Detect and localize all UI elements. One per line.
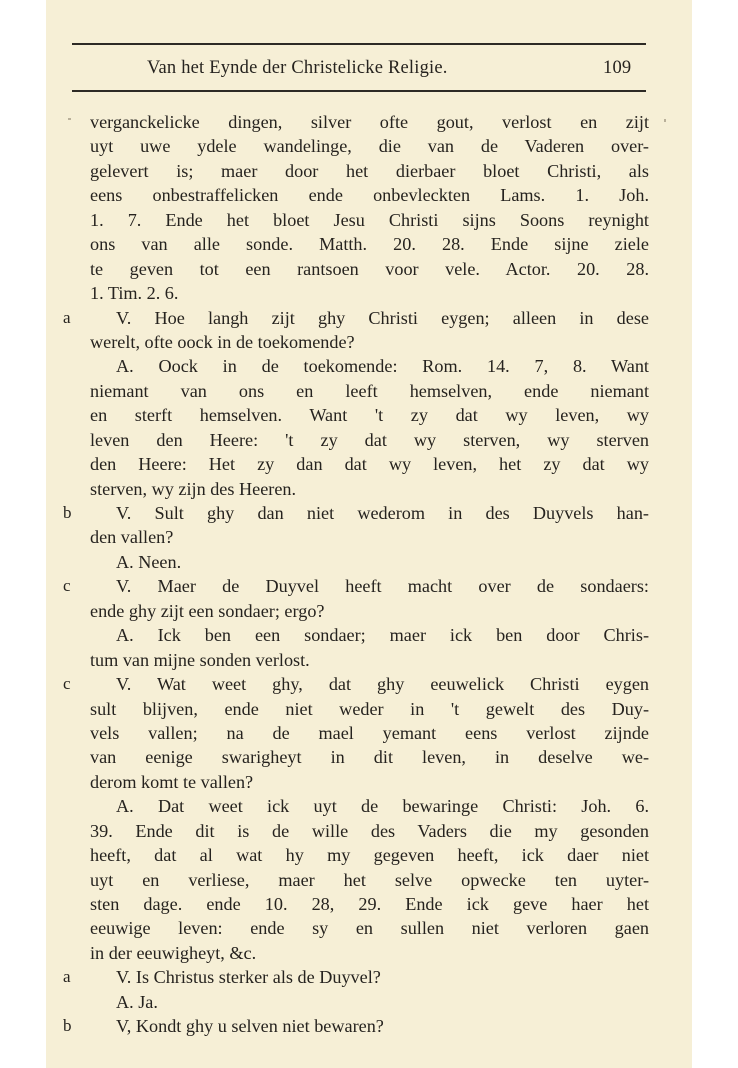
line-text: sterven, wy zijn des Heeren. [90, 478, 297, 499]
line-text: 1. 7. Ende het bloet Jesu Christi sijns Soons reynight [90, 209, 649, 230]
running-header [46, 58, 692, 84]
line-text: heeft, dat al wat hy my gegeven heeft, ick daer niet [90, 845, 649, 866]
text-line [46, 965, 692, 989]
text-line [46, 501, 692, 525]
line-text: A. Neen. [116, 551, 182, 572]
line-text: ons van alle sonde. Matth. 20. 28. Ende sijne ziele [90, 234, 649, 255]
line-text: werelt, ofte oock in de toekomende? [90, 331, 355, 352]
text-line [46, 916, 692, 940]
book-page [46, 0, 692, 1068]
text-line [46, 306, 692, 330]
line-text: en sterft hemselven. Want 't zy dat wy leven, wy [90, 405, 649, 426]
line-text: 39. Ende dit is de wille des Vaders die my gesonden [90, 820, 649, 841]
text-line [46, 599, 692, 623]
line-text: niemant van ons en leeft hemselven, ende niemant [90, 380, 649, 401]
margin-marker: b [63, 1016, 72, 1036]
line-text: A. Ja. [116, 991, 158, 1012]
text-line [46, 721, 692, 745]
text-line [46, 648, 692, 672]
text-line [46, 892, 692, 916]
text-line [46, 403, 692, 427]
line-text: eeuwige leven: ende sy en sullen niet verloren gaen [90, 918, 649, 939]
text-line [46, 257, 692, 281]
text-line [46, 379, 692, 403]
line-text: A. Dat weet ick uyt de bewaringe Christi: Joh. 6. [116, 796, 649, 817]
running-header-title: Van het Eynde der Christelicke Religie. [147, 58, 448, 78]
line-text: tum van mijne sonden verlost. [90, 649, 310, 670]
text-line [46, 354, 692, 378]
header-rule-top [72, 43, 646, 45]
line-text: uyt uwe ydele wandelinge, die van de Vaderen over- [90, 136, 649, 157]
page-number: 109 [603, 58, 632, 78]
text-line [46, 477, 692, 501]
line-text: V. Hoe langh zijt ghy Christi eygen; alleen in dese [116, 307, 649, 328]
text-line [46, 330, 692, 354]
text-line [46, 574, 692, 598]
line-text: den vallen? [90, 527, 174, 548]
text-line [46, 550, 692, 574]
line-text: sten dage. ende 10. 28, 29. Ende ick geve haer het [90, 894, 649, 914]
text-line [46, 672, 692, 696]
line-text: gelevert is; maer door het dierbaer bloet Christi, als [90, 160, 649, 181]
text-line [46, 794, 692, 818]
margin-marker: c [63, 674, 71, 694]
text-line [46, 868, 692, 892]
header-rule-bottom [72, 90, 646, 92]
line-text: te geven tot een rantsoen voor vele. Actor. 20. 28. [90, 258, 649, 279]
line-text: eens onbestraffelicken ende onbevleckten Lams. 1. Joh. [90, 185, 649, 206]
text-line [46, 941, 692, 965]
text-line [46, 110, 692, 134]
line-text: A. Ick ben een sondaer; maer ick ben door Chris- [116, 625, 649, 646]
line-text: verganckelicke dingen, silver ofte gout, verlost en zijt [90, 112, 649, 132]
line-text: uyt en verliese, maer het selve opwecke ten uyter- [90, 869, 649, 890]
line-text: sult blijven, ende niet weder in 't gewelt des Duy- [90, 698, 649, 719]
text-line [46, 819, 692, 843]
line-text: V. Is Christus sterker als de Duyvel? [116, 967, 381, 988]
line-text: A. Oock in de toekomende: Rom. 14. 7, 8. Want [116, 356, 649, 377]
line-text: den Heere: Het zy dan dat wy leven, het zy dat wy [90, 454, 649, 475]
text-line [46, 232, 692, 256]
line-text: vels vallen; na de mael yemant eens verlost zijnde [90, 722, 649, 743]
line-text: 1. Tim. 2. 6. [90, 283, 179, 304]
line-text: V. Sult ghy dan niet wederom in des Duyvels han- [116, 503, 649, 523]
text-line [46, 134, 692, 158]
text-line [46, 697, 692, 721]
line-text: leven den Heere: 't zy dat wy sterven, wy sterven [90, 429, 649, 450]
text-line [46, 623, 692, 647]
text-line [46, 990, 692, 1014]
margin-marker: c [63, 576, 71, 596]
line-text: V, Kondt ghy u selven niet bewaren? [116, 1016, 384, 1037]
line-text: in der eeuwigheyt, &c. [90, 942, 257, 963]
line-text: ende ghy zijt een sondaer; ergo? [90, 600, 325, 621]
line-text: V. Maer de Duyvel heeft macht over de sondaers: [116, 576, 649, 597]
text-line [46, 159, 692, 183]
line-text: V. Wat weet ghy, dat ghy eeuwelick Christi eygen [116, 674, 649, 695]
text-line [46, 745, 692, 769]
line-text: derom komt te vallen? [90, 771, 254, 792]
line-text: van eenige swarigheyt in dit leven, in deselve we- [90, 747, 649, 768]
text-line [46, 428, 692, 452]
text-line [46, 452, 692, 476]
margin-marker: a [63, 307, 71, 327]
text-line [46, 770, 692, 794]
text-line [46, 843, 692, 867]
text-line [46, 281, 692, 305]
text-line [46, 183, 692, 207]
margin-marker: b [63, 503, 72, 522]
text-line [46, 1014, 692, 1038]
margin-marker: a [63, 967, 71, 987]
body-text [46, 110, 692, 1039]
text-line [46, 208, 692, 232]
text-line [46, 525, 692, 549]
